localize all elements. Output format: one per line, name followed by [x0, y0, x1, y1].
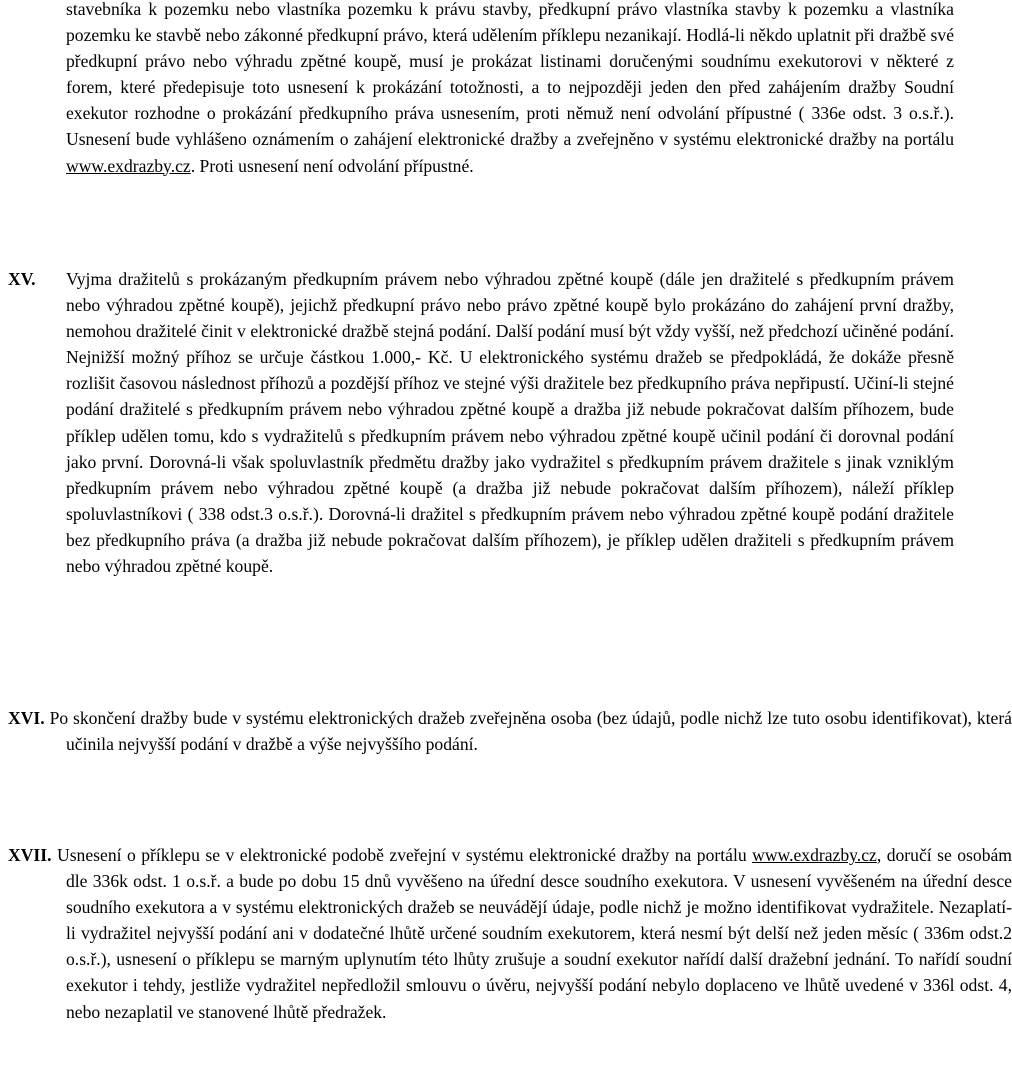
section-xvii-tail: , doručí se osobám dle 336k odst. 1 o.s.ř. a bude po dobu 15 dnů vyvěšeno na úřední desce soudního exekutora. V usnesení vyvěšeném na úřední desce soudního exekutora a v systému elektronických dražeb se neuvádějí údaje, podle nichž je možno identifikovat vydražitele. Nezaplatí-li vydražitel nejvyšší podání ani v dodatečné lhůtě určené soudním exekutorem, která nesmí být delší než jeden měsíc ( 336m odst.2 o.s.ř.), usnesení o příklepu se marným uplynutím této lhůty zrušuje a soudní exekutor nařídí další dražební jednání. To nařídí soudní exekutor i tehdy, jestliže vydražitel nepředložil smlouvu o úvěru, nejvyšší podání nebylo doplaceno ve lhůtě uvedené v 336l odst. 4, nebo nezaplatil ve stanovené lhůtě předražek.: [66, 845, 1012, 1022]
section-xvii: [8, 842, 1012, 1025]
exdrazby-link-xvii[interactable]: www.exdrazby.cz: [752, 845, 877, 865]
section-xv-numeral: XV.: [8, 269, 36, 289]
section-xvi-text: Po skončení dražby bude v systému elektronických dražeb zveřejněna osoba (bez údajů, podle nichž lze tuto osobu identifikovat), která učinila nejvyšší podání v dražbě a výše nejvyššího podání.: [49, 708, 1012, 755]
section-xvii-numeral: XVII.: [8, 845, 52, 865]
continuation-tail: . Proti usnesení není odvolání přípustné.: [190, 155, 474, 176]
exdrazby-link[interactable]: www.exdrazby.cz: [66, 155, 191, 176]
continuation-text: stavebníka k pozemku nebo vlastníka pozemku k právu stavby, předkupní právo vlastníka stavby k pozemku a vlastníka pozemku ke stavbě nebo zákonné předkupní právo, která udělením příklepu nezanikají. Hodlá-li někdo uplatnit při dražbě své předkupní právo nebo výhradu zpětné koupě, musí je prokázat listinami doručenými soudnímu exekutorovi v některé z forem, které předepisuje toto usnesení k prokázání totožnosti, a to nejpozději jeden den před zahájením dražby Soudní exekutor rozhodne o prokázání předkupního práva usnesením, proti němuž není odvolání přípustné ( 336e odst. 3 o.s.ř.). Usnesení bude vyhlášeno oznámením o zahájení elektronické dražby a zveřejněno v systému elektronické dražby na portálu: [66, 0, 954, 150]
section-xv-text: Vyjma dražitelů s prokázaným předkupním právem nebo výhradou zpětné koupě (dále jen dražitelé s předkupním právem nebo výhradou zpětné koupě), jejichž předkupní právo nebo právo zpětné koupě bylo prokázáno do zahájení první dražby, nemohou dražitelé činit v elektronické dražbě stejná podání. Další podání musí být vždy vyšší, než předchozí učiněné podání. Nejnižší možný příhoz se určuje částkou 1.000,- Kč. U elektronického systému dražeb se předpokládá, že dokáže přesně rozlišit časovou následnost příhozů a pozdější příhoz ve stejné výši dražitele bez předkupního práva nepřipustí. Učiní-li stejné podání dražitelé s předkupním právem nebo výhradou zpětné koupě a dražba již nebude pokračovat dalším příhozem, bude příklep udělen tomu, kdo s vydražitelů s předkupním právem nebo výhradou zpětné koupě učinil podání či dorovnal podání jako první. Dorovná-li však spoluvlastník předmětu dražby jako vydražitel s předkupním právem dražitele s jinak vzniklým předkupním právem nebo výhradou zpětné koupě (a dražba již nebude pokračovat dalším příhozem), náleží příklep spoluvlastníkovi ( 338 odst.3 o.s.ř.). Dorovná-li dražitel s předkupním právem nebo výhradou zpětné koupě podání dražitele bez předkupního práva (a dražba již nebude pokračovat dalším příhozem), je příklep udělen dražiteli s předkupním právem nebo výhradou zpětné koupě.: [66, 269, 954, 577]
section-xvi: [8, 705, 1012, 757]
section-xvii-text: Usnesení o příklepu se v elektronické podobě zveřejní v systému elektronické dražby na portálu: [57, 845, 753, 865]
paragraph-continuation: [66, 0, 954, 179]
section-xvi-numeral: XVI.: [8, 708, 45, 728]
